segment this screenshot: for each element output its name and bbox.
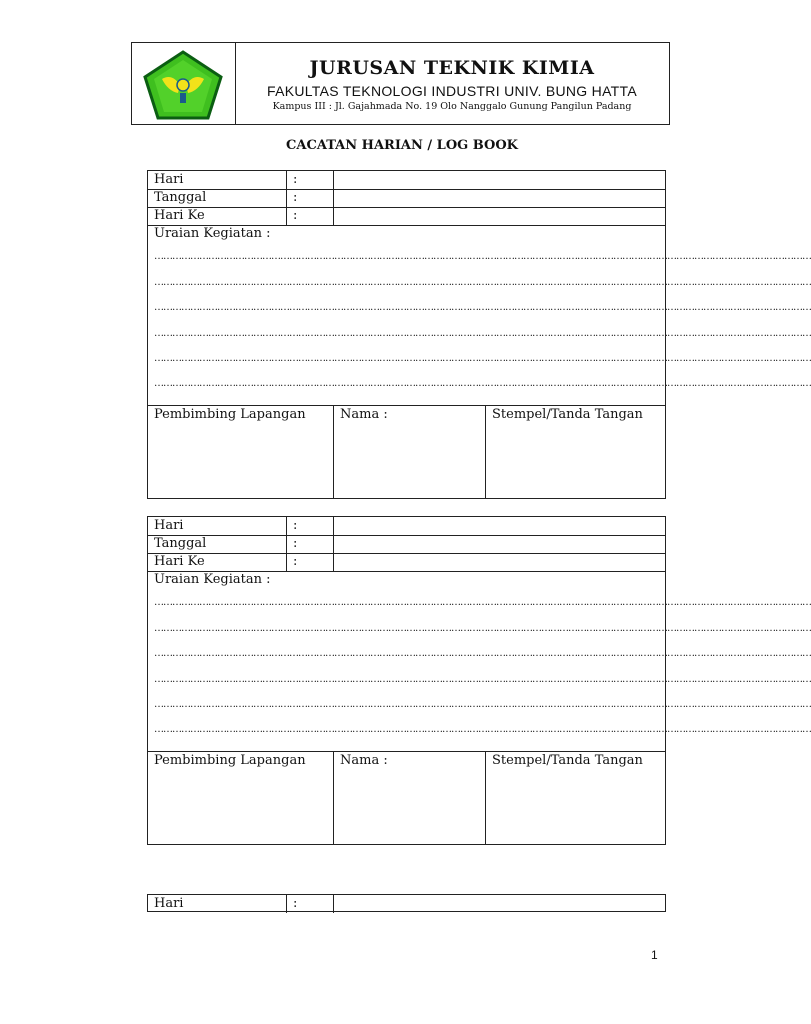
dotted-line: ………………………………………………………………………………………………………………………………………………………………………………………………… xyxy=(154,328,811,339)
dotted-line: ………………………………………………………………………………………………………………………………………………………………………………………………… xyxy=(154,597,811,608)
tanggal-colon: : xyxy=(293,190,298,205)
column-divider xyxy=(286,895,287,913)
tanggal-label: Tanggal xyxy=(154,190,207,205)
nama-label: Nama : xyxy=(340,407,388,422)
column-divider xyxy=(333,405,334,499)
tanggal-value-field[interactable] xyxy=(334,535,665,553)
hari-ke-colon: : xyxy=(293,208,298,223)
tanggal-colon: : xyxy=(293,536,298,551)
tanggal-row xyxy=(148,535,665,554)
column-divider xyxy=(286,171,287,189)
hari-label: Hari xyxy=(154,518,184,533)
pembimbing-lapangan-label: Pembimbing Lapangan xyxy=(154,753,306,768)
hari-row xyxy=(148,895,665,913)
hari-row xyxy=(148,171,665,190)
pembimbing-lapangan-label: Pembimbing Lapangan xyxy=(154,407,306,422)
column-divider xyxy=(286,517,287,535)
hari-value-field[interactable] xyxy=(334,171,665,189)
hari-colon: : xyxy=(293,896,298,911)
tanggal-label: Tanggal xyxy=(154,536,207,551)
hari-colon: : xyxy=(293,172,298,187)
hari-label: Hari xyxy=(154,896,184,911)
hari-row xyxy=(148,517,665,536)
uraian-kegiatan-label: Uraian Kegiatan : xyxy=(154,226,271,241)
dotted-line: ………………………………………………………………………………………………………………………………………………………………………………………………… xyxy=(154,251,811,262)
hari-label: Hari xyxy=(154,172,184,187)
column-divider xyxy=(485,405,486,499)
tanggal-value-field[interactable] xyxy=(334,189,665,207)
log-entry-block xyxy=(147,170,811,499)
hari-ke-value-field[interactable] xyxy=(334,553,665,571)
hari-ke-label: Hari Ke xyxy=(154,554,205,569)
hari-ke-colon: : xyxy=(293,554,298,569)
signature-row xyxy=(148,751,665,845)
dotted-line: ………………………………………………………………………………………………………………………………………………………………………………………………… xyxy=(154,674,811,685)
column-divider xyxy=(485,751,486,845)
university-logo xyxy=(132,43,236,124)
hari-value-field[interactable] xyxy=(334,895,665,913)
nama-label: Nama : xyxy=(340,753,388,768)
uraian-kegiatan-label: Uraian Kegiatan : xyxy=(154,572,271,587)
column-divider xyxy=(333,751,334,845)
stempel-tanda-tangan-label: Stempel/Tanda Tangan xyxy=(492,407,643,422)
document-title: CACATAN HARIAN / LOG BOOK xyxy=(286,138,518,153)
letterhead xyxy=(131,42,670,125)
campus-address: Kampus III : Jl. Gajahmada No. 19 Olo Nanggalo Gunung Pangilun Padang xyxy=(272,101,632,112)
department-title: JURUSAN TEKNIK KIMIA xyxy=(309,57,595,79)
uraian-kegiatan-section[interactable] xyxy=(148,224,811,406)
stempel-tanda-tangan-label: Stempel/Tanda Tangan xyxy=(492,753,643,768)
dotted-line: ………………………………………………………………………………………………………………………………………………………………………………………………… xyxy=(154,648,811,659)
dotted-line: ………………………………………………………………………………………………………………………………………………………………………………………………… xyxy=(154,353,811,364)
dotted-line: ………………………………………………………………………………………………………………………………………………………………………………………………… xyxy=(154,378,811,389)
hari-ke-label: Hari Ke xyxy=(154,208,205,223)
hari-ke-value-field[interactable] xyxy=(334,207,665,225)
dotted-line: ………………………………………………………………………………………………………………………………………………………………………………………………… xyxy=(154,302,811,313)
faculty-subtitle: FAKULTAS TEKNOLOGI INDUSTRI UNIV. BUNG HATTA xyxy=(266,83,637,99)
dotted-line: ………………………………………………………………………………………………………………………………………………………………………………………………… xyxy=(154,724,811,735)
log-entry-block xyxy=(147,894,666,912)
column-divider xyxy=(286,189,287,207)
column-divider xyxy=(286,553,287,571)
hari-value-field[interactable] xyxy=(334,517,665,535)
dotted-line: ………………………………………………………………………………………………………………………………………………………………………………………………… xyxy=(154,623,811,634)
dotted-line: ………………………………………………………………………………………………………………………………………………………………………………………………… xyxy=(154,277,811,288)
tanggal-row xyxy=(148,189,665,208)
page-number: 1 xyxy=(651,948,658,962)
uraian-kegiatan-section[interactable] xyxy=(148,570,811,752)
log-entry-block xyxy=(147,516,811,845)
hari-colon: : xyxy=(293,518,298,533)
dotted-line: ………………………………………………………………………………………………………………………………………………………………………………………………… xyxy=(154,699,811,710)
column-divider xyxy=(286,535,287,553)
column-divider xyxy=(286,207,287,225)
signature-row xyxy=(148,405,665,499)
